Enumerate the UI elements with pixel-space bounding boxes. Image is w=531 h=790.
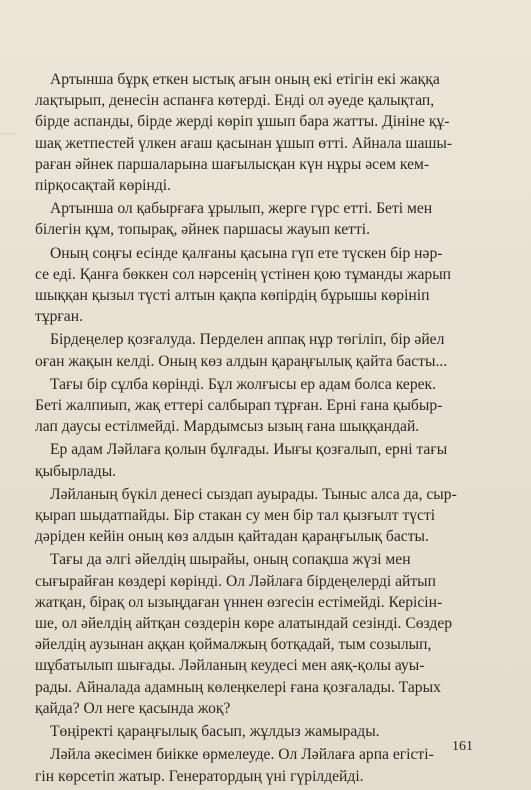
paragraph	[35, 69, 478, 196]
text-line: қайда? Ол неге қасында жоқ?	[35, 699, 231, 717]
bleed-through-mark: ﹏	[0, 120, 17, 137]
text-line: Ләйланың бүкіл денесі сыздап ауырады. Тыныс алса да, сыр-	[50, 485, 457, 503]
paragraph	[35, 374, 478, 438]
paragraph	[35, 744, 478, 786]
text-line: раған әйнек паршаларына шағылысқан күн нұры әсем кем-	[35, 155, 430, 173]
paragraph	[35, 439, 478, 481]
text-line: дәріден кейін оның көз алдын қайтадан қараңғылық басты.	[35, 528, 429, 546]
text-line: ше, ол әйелдің айтқан сөздерін көре алатындай сезінді. Сөздер	[35, 615, 453, 633]
text-line: гін көрсетіп жатыр. Генератордың үні гүрілдейді.	[35, 767, 364, 785]
text-line: әйелдің аузынан аққан қоймалжың ботқадай, тым созылып,	[35, 636, 432, 654]
paragraph	[35, 484, 478, 548]
text-line: лап даусы естілмейді. Мардымсыз ызың ғана шыққандай.	[35, 418, 420, 436]
text-line: Ләйла әкесімен биікке өрмелеуде. Ол Ләйлаға арпа егісті-	[50, 746, 434, 764]
page-number: 161	[452, 739, 473, 754]
text-line: Тағы да әлгі әйелдің шырайы, оның сопақша жүзі мен	[50, 551, 411, 569]
text-line: сығырайған көздері көрінді. Ол Ләйлаға бірдеңелерді айтып	[35, 572, 436, 590]
text-line: шақ жетпестей үлкен ағаш қасынан ұшып өтті. Айнала шашы-	[35, 134, 453, 152]
body-text	[35, 69, 478, 789]
text-line: Артынша ол қабырғаға ұрылып, жерге гүрс етті. Беті мен	[50, 200, 433, 218]
paragraph	[35, 549, 478, 719]
text-line: білегін құм, топырақ, әйнек паршасы жауып кетті.	[35, 221, 370, 239]
text-line: пірқосақтай көрінді.	[35, 177, 172, 195]
text-line: шыққан қызыл түсті алтын қақпа көпірдің бұрышы көрініп	[35, 287, 430, 305]
text-line: жатқан, бірақ ол ызыңдаған үннен өзгесін естімейді. Керісін-	[35, 593, 443, 611]
text-line: тұрған.	[35, 308, 83, 326]
paragraph	[35, 721, 478, 742]
paragraph	[35, 329, 478, 371]
text-line: рады. Айналада адамның көлеңкелері ғана қозғалады. Тарых	[35, 678, 441, 696]
text-line: Артынша бұрқ еткен ыстық ағын оның екі етігін екі жаққа	[50, 71, 440, 88]
paragraph	[35, 243, 478, 328]
text-line: Беті жалпиып, жақ еттері салбырап тұрған. Ерні ғана қыбыр-	[35, 397, 443, 415]
text-line: оған жақын келді. Оның көз алдын қараңғылық қайта басты...	[35, 352, 448, 370]
text-line: Бірдеңелер қозғалуда. Перделен аппақ нұр төгіліп, бір әйел	[50, 331, 445, 349]
paragraph	[35, 198, 478, 240]
text-line: қыбырлады.	[35, 462, 117, 480]
text-line: Оның соңғы есінде қалғаны қасына гүп ете түскен бір нәр-	[50, 244, 443, 262]
text-line: се еді. Қанға бөккен сол нәрсенің үстінен қою тұманды жарып	[35, 265, 452, 283]
text-line: Ер адам Ләйлаға қолын бұлғады. Иығы қозғалып, ерні тағы	[50, 441, 448, 459]
text-line: Төңіректі қараңғылық басып, жұлдыз жамырады.	[50, 723, 380, 741]
text-line: Тағы бір сұлба көрінді. Бұл жолғысы ер адам болса керек.	[50, 375, 437, 393]
text-line: бірде аспанды, бірде жерді көріп ұшып бара жатты. Дініне құ-	[35, 113, 450, 131]
text-line: қырап шыдатпайды. Бір стакан су мен бір тал қызғылт түсті	[35, 507, 436, 525]
text-line: шұбатылып шығады. Ләйланың кеудесі мен аяқ-қолы ауы-	[35, 657, 425, 675]
text-line: лақтырып, денесін аспанға көтерді. Енді ол әуеде қалықтап,	[35, 92, 435, 110]
